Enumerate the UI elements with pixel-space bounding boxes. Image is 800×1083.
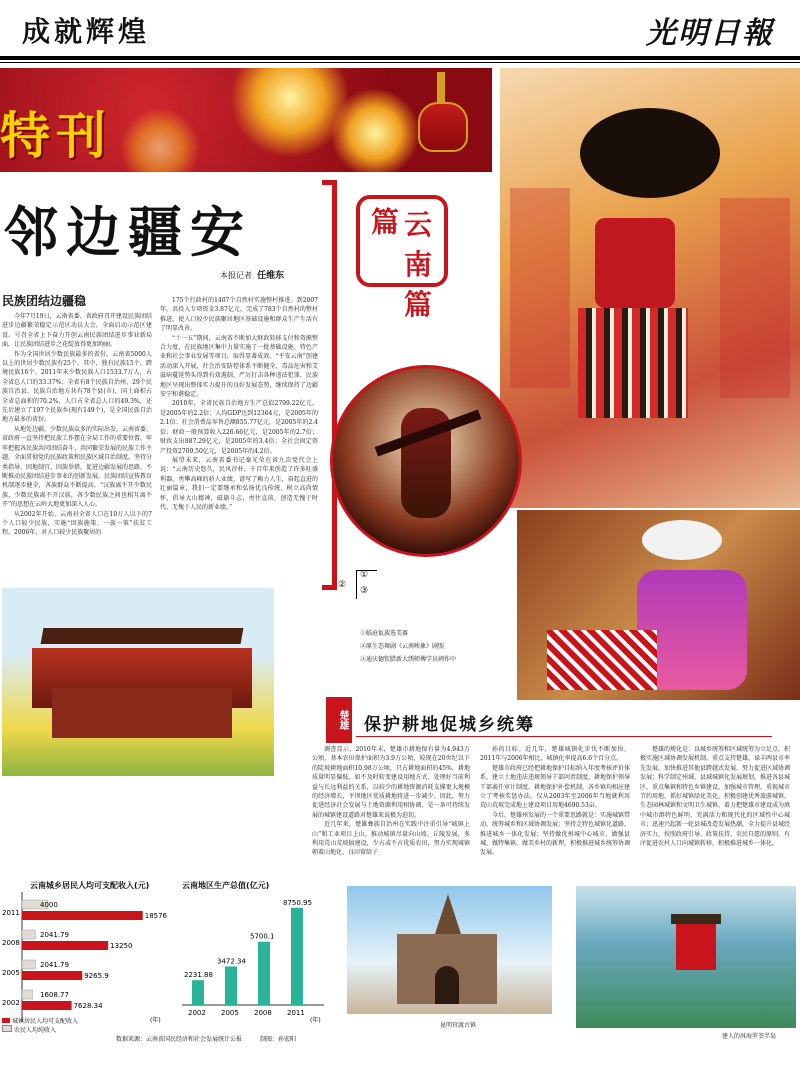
- paragraph: 调查显示，2010年末，楚雄市耕地保有量为4.943万公顷，基本农田保护面积为3.9万公顷，较现在20世纪以下的陡坡耕地面积10.98万公顷，只占耕地面积的45%，耕地质量明显偏低。如不及时转变建设用地方式，处理好当前利益与长远利益的关系，以较少的耕地资源消耗支撑更大规模的经济增长，平坝地区优质耕地将进一步减少。因此，努力促进经济社会发展与土地资源利用相协调，是一条可持续发展的城镇建设道路对楚雄来说极为迫切。: [312, 746, 470, 819]
- newspaper-logo: 光明日報: [646, 16, 774, 51]
- photo-marker: ①: [360, 570, 369, 580]
- tick-label: 2002: [188, 1009, 206, 1017]
- tick-label: 2005: [221, 1009, 239, 1017]
- pagoda-photo: [347, 886, 552, 1014]
- data-label: 18576: [144, 912, 168, 920]
- bar-urban-income: [22, 941, 108, 950]
- chart-designer: 制图：孙宏阳: [260, 1036, 297, 1043]
- bar-urban-income: [22, 971, 82, 980]
- article2-column-3: [640, 745, 790, 870]
- gdp-bar: [258, 942, 270, 1005]
- header-divider: [0, 56, 800, 60]
- tick-label: 2011: [2, 909, 20, 917]
- data-label: 9265.9: [84, 972, 109, 980]
- gdp-bar: [225, 966, 237, 1005]
- lantern-icon: [418, 102, 468, 152]
- data-source: 数据来源：云南省国民经济和社会发展统计公报: [116, 1036, 243, 1043]
- data-label: 4000: [40, 901, 58, 909]
- bar-farmer-income: [22, 960, 35, 969]
- gdp-bar: [192, 980, 204, 1005]
- tick-label: 2005: [2, 969, 20, 977]
- article1-column-1: [2, 312, 152, 597]
- bar-farmer-income: [22, 930, 35, 939]
- yunnan-seal: 云南篇 篇: [356, 195, 448, 287]
- byline: [220, 268, 284, 281]
- legend-entry: 城镇居民人均可支配收入: [12, 1018, 79, 1025]
- section-tag: 楚雄: [326, 697, 352, 743]
- paragraph: 从2002年开始，云南对全省人口在10万人以下的7个人口较少民族，实施“因族施策、一族一策”扶贫工程。2006年，对人口较少民族聚居的: [2, 510, 152, 537]
- title-bracket: [322, 180, 337, 590]
- caption: ②原生态舞剧《云南映象》剧照: [360, 643, 445, 650]
- chart-legend: [2, 1016, 78, 1034]
- paragraph: 展望未来，云南省委书记秦光荣在省九次党代会上说：“云南历史悠久，民风淳朴，千百年来创造了许多旺盛利器，勇攀高峰的骄人业绩，谱写了赖力人生，奋起直进的壮丽篇章，我们一定要继承和弘扬优良传统，树立高尚情怀，倡导大山精神，砥砺斗志，勇往直前，创造无愧于时代、无愧于人民的新业绩。”: [160, 456, 318, 511]
- photo-captions: [360, 627, 456, 666]
- header-divider-thin: [0, 62, 800, 63]
- paragraph: 今年7月19日，云南省委、省政府召开建设民族团结进步边疆繁荣稳定示范区动员大会，全面启动示范区建设。号召全省上下奋力开创云南民族团结进步事业新局面，让民族团结进步之花绽放得更加绚丽。: [2, 313, 152, 349]
- paragraph: 175个行政村的1407个自然村实施整村推进。到2007年，共投入专项资金3.87亿元，完成了783个自然村的整村推进，使人口较少民族聚居地区基础设施和群众生产生活有了明显改善。: [160, 297, 318, 333]
- paragraph: 作为全国世居少数民族最多的省份，云南省5000人以上的世居少数民族有25个，其中，独有民族15个，跨境民族16个。2011年末少数民族人口1533.7万人，占全省总人口的33.37%；全省有8个民族自治州、29个民族自治县，民族自治地方共有78个县(市)，国土面积占全省总面积的70.2%，人口占全省总人口的49.3%，还先后建立了197个民族乡(现有149个)，是全国民族自治地方最多的省份。: [2, 350, 152, 424]
- paragraph: 孙的目标。近几年，楚雄城镇化步伐不断加快，2011年与2006年相比，城镇化率提高6.6个百分点。: [480, 746, 630, 763]
- photo-marker: ②: [338, 580, 347, 590]
- data-label: 3472.34: [217, 957, 246, 966]
- gdp-chart-title: 云南地区生产总值(亿元): [182, 881, 270, 890]
- paragraph: 2010年，全省民族自治地方生产总值2799.22亿元，是2005年的2.2倍；人均GDP达到12364元，是2005年的2.1倍；社会消费品零售总额855.77亿元，是2005年的2.4倍；财政一般预算收入226.66亿元，是2005年的2.7倍；财政支出887.29亿元，是2005年的3.4倍；全社会固定资产投资2709.50亿元，是2005年的4.2倍。: [160, 400, 318, 455]
- section-title: 保护耕地促城乡统筹: [364, 715, 535, 735]
- data-label: 2231.88: [184, 971, 213, 980]
- paragraph: 从地处边疆、少数民族众多的实际出发，云南省委、省政府一直坚持把民族工作摆在全局工作的重要位置，牢牢把握各民族共同团结奋斗、共同繁荣发展的民族工作主题，全面贯彻党的民族政策和民族区域自治制度，坚持分类指导、因地制宜、因族举措，促进边疆发展的思路，不断推动民族团结进步事业的创新发展，民族团结宣传教育机制逐步健全，各族群众不断提高，“汉族离不开少数民族，少数民族离不开汉族，各少数民族之间也相互离不开”的思想在云岭大地更加深入人心。: [2, 425, 152, 509]
- byline-prefix: 本报记者: [220, 271, 252, 280]
- data-label: 2041.79: [40, 961, 69, 969]
- special-edition-banner: [0, 68, 492, 172]
- article2-column-2: [480, 745, 630, 870]
- data-label: 2041.79: [40, 931, 69, 939]
- article-subhead: 民族团结边疆稳: [2, 294, 87, 308]
- gdp-bar-chart: [178, 890, 328, 1025]
- income-chart-title: 云南城乡居民人均可支配收入(元): [30, 881, 150, 890]
- section-divider: [356, 736, 772, 737]
- byline-name: 任维东: [257, 271, 285, 281]
- axis-unit: (年): [310, 1017, 321, 1024]
- tick-label: 2008: [2, 939, 20, 947]
- gdp-bar: [291, 908, 303, 1005]
- banner-text: 特刊: [0, 107, 112, 165]
- tick-label: 2011: [287, 1009, 305, 1017]
- bar-urban-income: [22, 1001, 72, 1010]
- data-label: 7628.34: [73, 1002, 103, 1010]
- data-label: 1608.77: [40, 991, 69, 999]
- paragraph: “十一五”期间，云南省不断加大财政转移支付和资源整合力度，在民族地区集中力量实施了一批基础设施、特色产业和社会事业发展等项目，取得显著成效。“平安云南”创建活动深入开展，社会治安防控体系不断健全，毒品危害和艾滋病蔓延势头得到有效遏制，严厉打击各种违法犯罪，民族地区呈现出整体实力提升的良好发展态势，继续保持了边疆安宁和谐稳定。: [160, 334, 318, 399]
- lake-photo: [576, 886, 796, 1028]
- photo-caption: 建人的洱海罗荃半岛: [722, 1033, 777, 1040]
- performer-photo: [330, 365, 522, 557]
- paragraph: 楚雄的规化是：以城乡统筹和区域统筹为立足点，积极实施区域协调发展机制，重点支持楚雄、禄丰两县市率先发展，加快推进其他县跨越式发展，努力促进区域协调发展；科学制定州域、县域城镇化发展规划，推进各县城区、重点集镇和特色乡镇建设，加强城市管理，重视城市节约用地，抓好城镇绿化美化，积极创建优秀旅游城镇，生态园林城镇和文明卫生城镇，着力把楚雄市建设成为滇中城市群特色鲜明、充满活力和现代化的区域性中心城市；迅速兴起新一轮县城改造发展热潮，全力提升县城经济实力，按照政府引导、政策扶持、农民自愿的原则，有序促进农村人口向城镇转移，积极推进城乡一体化。: [640, 746, 790, 848]
- tick-label: 2008: [254, 1009, 272, 1017]
- embroidery-photo: [517, 510, 800, 700]
- article2-column-1: [312, 745, 470, 870]
- tick-label: 2002: [2, 999, 20, 1007]
- data-label: 5700.1: [250, 932, 275, 941]
- bar-urban-income: [22, 911, 143, 920]
- temple-photo: [2, 588, 274, 776]
- paragraph: 近几年来，楚雄彝族自治州在实践中注重引导“城镇上山”和工业项目上山，推动城镇尽量向山坡、丘陵发展，多利用荒山荒坡搞建设，少占或不占优质农田，努力实现城镇朝着山地化、良田留给子: [312, 821, 470, 857]
- caption: ③迪庆德钦腊新大绣师傅学员刺作中: [360, 656, 457, 663]
- axis-unit: (年): [150, 1017, 161, 1024]
- article1-column-2: [160, 296, 318, 594]
- legend-entry: 农民人均纯收入: [14, 1027, 57, 1034]
- data-label: 8750.95: [283, 898, 312, 907]
- paragraph: 楚雄市政府已经把耕地保护目标纳入年度考核评价体系，建立土地违法违规领导干部问责制度，耕地保护领导干部离任审计制度，耕地保护补偿机制，各乡镇均相应建立了考核奖惩办法。仅从2003年至2006年当地就利用荒山荒坡完成地上建设项目用地4690.53亩。: [480, 764, 630, 810]
- article-title: 邻边疆安: [4, 200, 252, 264]
- income-bar-chart: [0, 892, 175, 1027]
- bar-farmer-income: [22, 990, 32, 999]
- data-label: 13250: [110, 942, 133, 950]
- caption: ①临沧佤族选美赛: [360, 630, 409, 637]
- photo-marker: ③: [360, 586, 369, 596]
- dancer-photo: [500, 68, 800, 508]
- paragraph: 今后，楚雄州发展的一个重要思路就是：实施城镇带动，统筹城乡和区域协调发展；坚持走特色城镇化道路，推进城乡一体化发展；坚持做优州城中心城市，做强县城，做特集镇，做美乡村的新理，积极推进城乡统筹协调发展。: [480, 811, 630, 857]
- photo-caption: 昆明官渡古镇: [440, 1022, 477, 1029]
- section-title: 成就辉煌: [22, 15, 151, 48]
